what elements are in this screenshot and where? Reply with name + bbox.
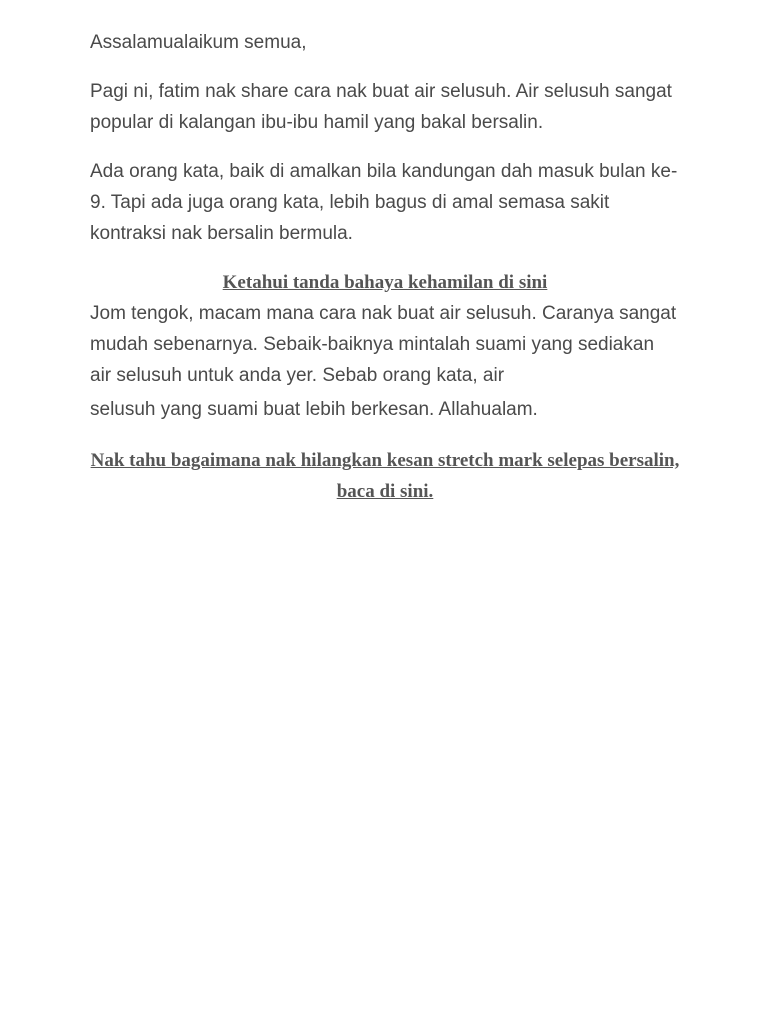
greeting-paragraph: Assalamualaikum semua, <box>90 32 307 53</box>
how-to-text: Jom tengok, macam mana cara nak buat air selusuh. Caranya sangat mudah sebenarnya. Sebaik-baiknya mintalah suami yang sediakan air selusuh untuk anda yer. Sebab orang kata, air <box>90 303 677 386</box>
how-to-text-last-line: selusuh yang suami buat lebih berkesan. Allahualam. <box>90 399 538 420</box>
how-to-paragraph <box>90 298 680 425</box>
intro-paragraph: Pagi ni, fatim nak share cara nak buat air selusuh. Air selusuh sangat popular di kalangan ibu-ibu hamil yang bakal bersalin. <box>90 81 672 133</box>
stretch-mark-link[interactable]: Nak tahu bagaimana nak hilangkan kesan stretch mark selepas bersalin, baca di sini. <box>90 450 680 502</box>
pregnancy-danger-signs-link[interactable]: Ketahui tanda bahaya kehamilan di sini <box>222 272 548 293</box>
timing-paragraph: Ada orang kata, baik di amalkan bila kandungan dah masuk bulan ke-9. Tapi ada juga orang kata, lebih bagus di amal semasa sakit kontraksi nak bersalin bermula. <box>90 161 678 244</box>
